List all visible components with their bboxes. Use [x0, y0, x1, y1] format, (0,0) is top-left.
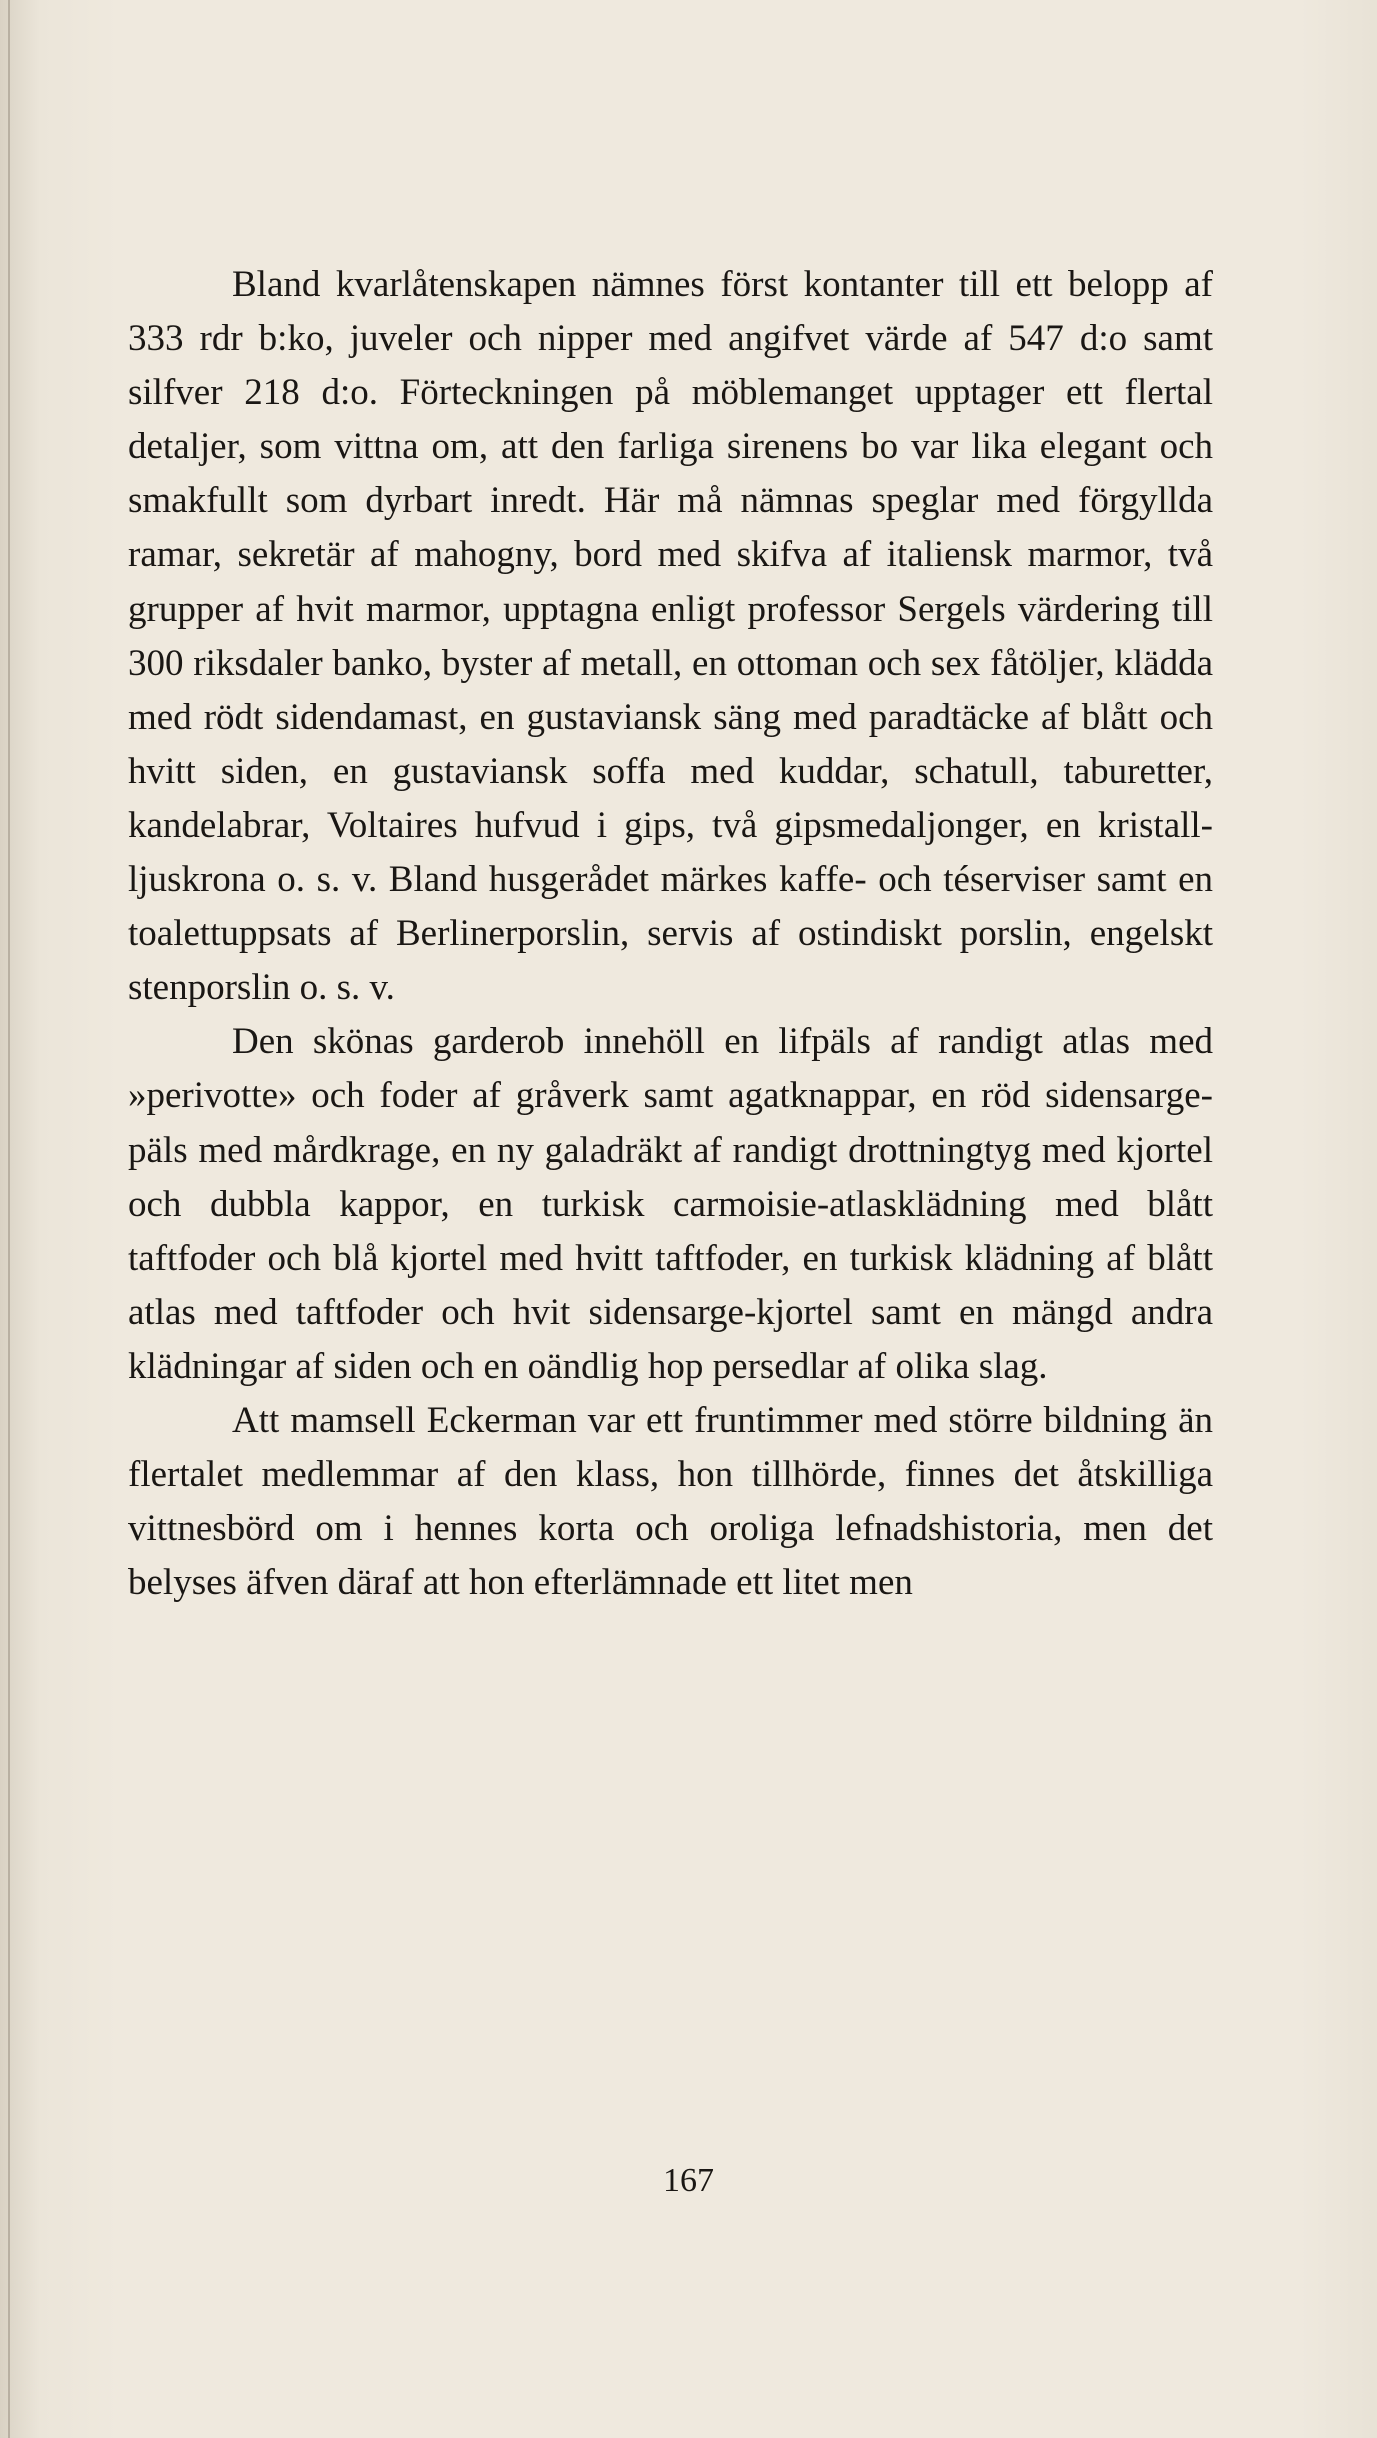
paragraph-3: Att mamsell Eckerman var ett fruntimmer med större bildning än flertalet medlemmar af den klass, hon tillhörde, finnes det åtskilliga vittnesbörd om i hennes korta och oroliga lefnadshistoria, men det belyses äfven däraf att hon efterlämnade ett litet men	[128, 1399, 1213, 1604]
paragraph-1: Bland kvarlåtenskapen nämnes först kontanter till ett belopp af 333 rdr b:ko, juveler och nipper med angifvet värde af 547 d:o samt silfver 218 d:o. Förteckningen på möblemanget upptager ett flertal detaljer, som vittna om, att den farliga sirenens bo var lika elegant och smakfullt som dyrbart inredt. Här må nämnas speglar med förgyllda ramar, sekretär af mahogny, bord med skifva af italiensk marmor, två grupper af hvit marmor, upptagna enligt professor Sergels värdering till 300 riksdaler banko, byster af metall, en ottoman och sex fåtöljer, klädda med rödt sidendamast, en gustaviansk säng med paradtäcke af blått och hvitt siden, en gustaviansk soffa med kuddar, schatull, taburetter, kandelabrar, Voltaires hufvud i gips, två gipsmedaljonger, en kristall-ljuskrona o. s. v. Bland husgerådet märkes kaffe- och téserviser samt en toalettuppsats af Berlinerporslin, servis af ostindiskt porslin, engelskt stenporslin o. s. v.	[128, 264, 1213, 1009]
page-gutter-edge	[8, 0, 10, 2438]
page-number: 167	[663, 2162, 714, 2199]
paragraph-2: Den skönas garderob innehöll en lifpäls af randigt atlas med »perivotte» och foder af gråverk samt agatknappar, en röd sidensarge-päls med mårdkrage, en ny galadräkt af randigt drottningtyg med kjortel och dubbla kappor, en turkisk carmoisie-atlasklädning med blått taftfoder och blå kjortel med hvitt taftfoder, en turkisk klädning af blått atlas med taftfoder och hvit sidensarge-kjortel samt en mängd andra klädningar af siden och en oändlig hop persedlar af olika slag.	[128, 1021, 1213, 1387]
body-text	[128, 258, 1213, 1610]
